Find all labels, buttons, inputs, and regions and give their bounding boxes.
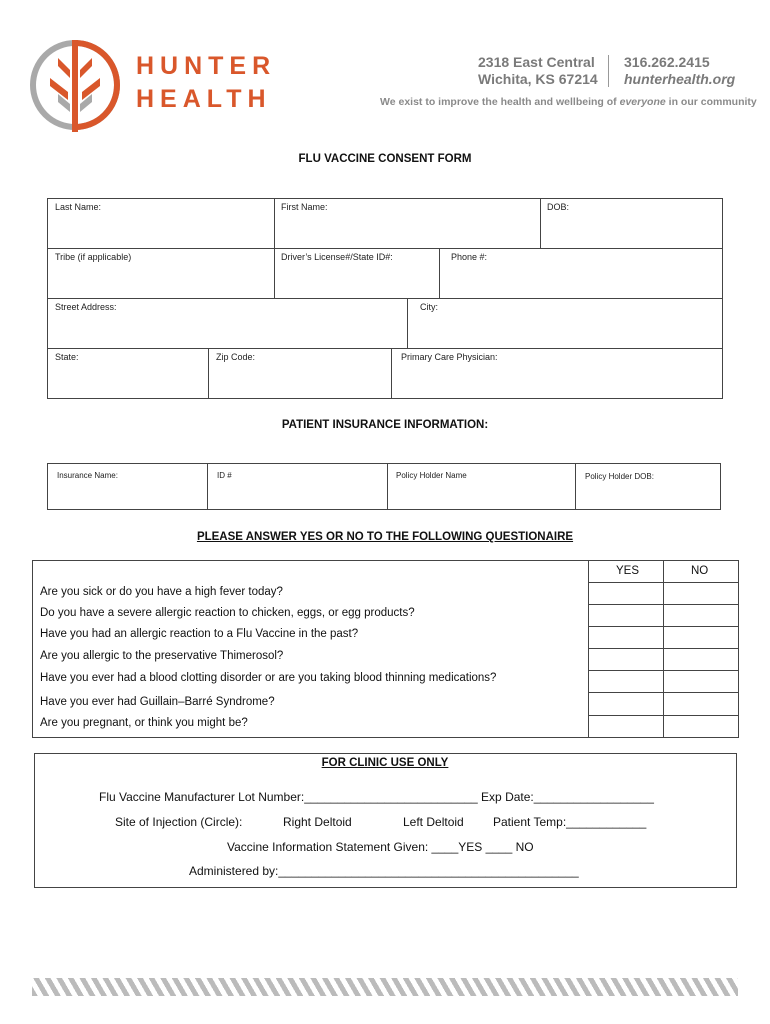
logo	[28, 34, 126, 134]
answer-yes-6[interactable]	[589, 693, 663, 715]
city-label: City:	[420, 302, 438, 312]
site-label: Site of Injection (Circle):	[115, 815, 243, 829]
answer-no-5[interactable]	[664, 671, 738, 692]
last-name-label: Last Name:	[55, 202, 102, 212]
yes-column-header: YES	[616, 565, 640, 577]
answer-yes-7[interactable]	[589, 716, 663, 737]
insurance-id-field[interactable]	[207, 463, 388, 510]
logo-text-health: HEALTH	[136, 85, 272, 113]
site-left-deltoid[interactable]: Left Deltoid	[403, 815, 464, 829]
insurance-id-label: ID #	[217, 471, 232, 480]
answer-yes-5[interactable]	[589, 671, 663, 692]
address-line2: Wichita, KS 67214	[478, 71, 598, 87]
policy-holder-label: Policy Holder Name	[396, 471, 467, 480]
tagline-pre: We exist to improve the health and wellbeing of	[380, 96, 617, 108]
answer-no-3[interactable]	[664, 627, 738, 648]
phone-label: Phone #:	[451, 252, 488, 262]
question-5: Have you ever had a blood clotting disorder or are you taking blood thinning medications?	[40, 672, 497, 684]
answer-yes-4[interactable]	[589, 649, 663, 670]
footer-stripe	[32, 978, 738, 996]
no-column-header: NO	[691, 565, 709, 577]
answer-yes-1[interactable]	[589, 583, 663, 604]
zip-label: Zip Code:	[216, 352, 256, 362]
form-title: FLU VACCINE CONSENT FORM	[298, 153, 472, 165]
header-divider	[608, 55, 609, 87]
logo-text-hunter: HUNTER	[136, 52, 277, 80]
insurance-title: PATIENT INSURANCE INFORMATION:	[281, 419, 489, 431]
city-field[interactable]	[407, 298, 723, 349]
insurance-name-label: Insurance Name:	[57, 471, 118, 480]
lot-number-line[interactable]: Flu Vaccine Manufacturer Lot Number:__________________________ Exp Date:__________________	[99, 790, 654, 804]
phone-number: 316.262.2415	[624, 54, 710, 70]
answer-no-4[interactable]	[664, 649, 738, 670]
street-label: Street Address:	[55, 302, 117, 312]
question-1: Are you sick or do you have a high fever today?	[40, 586, 283, 598]
answer-yes-3[interactable]	[589, 627, 663, 648]
state-label: State:	[55, 352, 79, 362]
question-2: Do you have a severe allergic reaction to chicken, eggs, or egg products?	[40, 607, 415, 619]
tagline-post: in our community	[668, 96, 757, 108]
pcp-label: Primary Care Physician:	[401, 352, 498, 362]
site-right-deltoid[interactable]: Right Deltoid	[283, 815, 352, 829]
question-6: Have you ever had Guillain–Barré Syndrome?	[40, 696, 275, 708]
vis-given-line[interactable]: Vaccine Information Statement Given: ____YES ____ NO	[227, 840, 534, 854]
clinic-title: FOR CLINIC USE ONLY	[321, 757, 449, 769]
tagline	[380, 96, 757, 108]
tagline-emphasis: everyone	[619, 96, 666, 108]
patient-temp-line[interactable]: Patient Temp:____________	[493, 815, 647, 829]
hunter-health-logo-icon	[28, 34, 126, 134]
answer-no-2[interactable]	[664, 605, 738, 626]
policy-holder-dob-label: Policy Holder DOB:	[585, 472, 654, 481]
questionnaire-title: PLEASE ANSWER YES OR NO TO THE FOLLOWING QUESTIONAIRE	[196, 531, 574, 543]
website: hunterhealth.org	[624, 71, 736, 87]
question-7: Are you pregnant, or think you might be?	[40, 717, 248, 729]
question-4: Are you allergic to the preservative Thimerosol?	[40, 650, 284, 662]
tribe-label: Tribe (if applicable)	[55, 252, 132, 262]
question-3: Have you had an allergic reaction to a Flu Vaccine in the past?	[40, 628, 359, 640]
answer-no-7[interactable]	[664, 716, 738, 737]
policy-holder-dob-field[interactable]	[575, 463, 721, 510]
answer-no-1[interactable]	[664, 583, 738, 604]
address-line1: 2318 East Central	[478, 54, 595, 70]
answer-yes-2[interactable]	[589, 605, 663, 626]
administered-by-line[interactable]: Administered by:_____________________________________________	[189, 864, 579, 878]
dob-label: DOB:	[547, 202, 570, 212]
license-label: Driver’s License#/State ID#:	[281, 252, 393, 262]
answer-no-6[interactable]	[664, 693, 738, 715]
first-name-label: First Name:	[281, 202, 328, 212]
